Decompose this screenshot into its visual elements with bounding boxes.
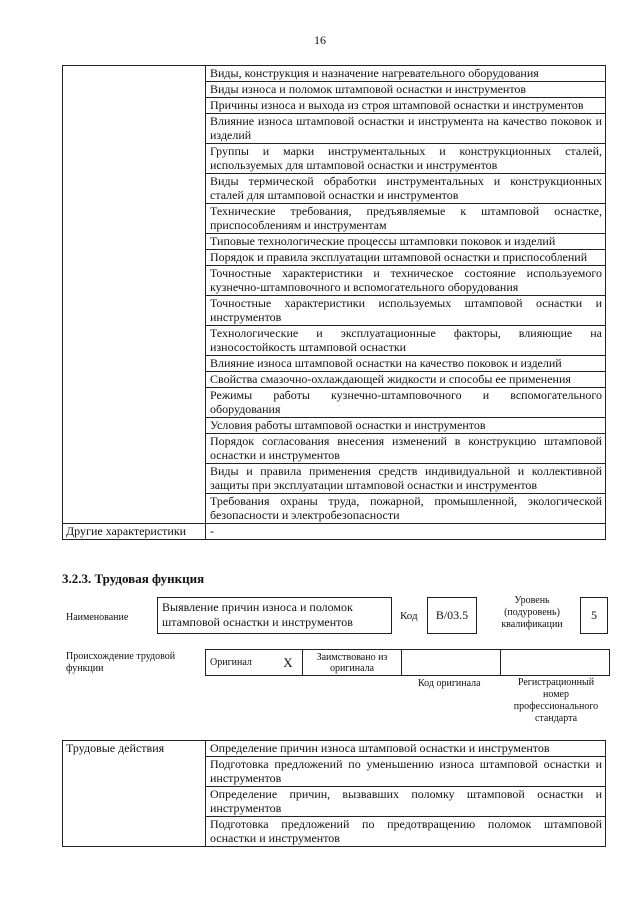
knowledge-item: Причины износа и выхода из строя штамповой оснастки и инструментов	[206, 98, 606, 114]
page-number: 16	[314, 33, 326, 47]
other-characteristics-label: Другие характеристики	[63, 524, 206, 540]
knowledge-item: Условия работы штамповой оснастки и инструментов	[206, 418, 606, 434]
code-value: B/03.5	[427, 597, 477, 634]
knowledge-item: Порядок согласования внесения изменений в конструкцию штамповой оснастки и инструментов	[206, 434, 606, 464]
knowledge-item: Свойства смазочно-охлаждающей жидкости и способы ее применения	[206, 372, 606, 388]
function-name-label: Наименование	[66, 612, 129, 623]
knowledge-item: Требования охраны труда, пожарной, промышленной, экологической безопасности и электробезопасности	[206, 494, 606, 524]
knowledge-item: Технологические и эксплуатационные факторы, влияющие на износостойкость штамповой оснастки	[206, 326, 606, 356]
knowledge-table	[62, 65, 606, 540]
function-origin-label: Происхождение трудовой функции	[66, 651, 176, 674]
function-name-value: Выявление причин износа и поломок штамповой оснастки и инструментов	[157, 597, 392, 634]
original-label: Оригинал	[206, 650, 275, 676]
knowledge-item: Режимы работы кузнечно-штамповочного и вспомогательного оборудования	[206, 388, 606, 418]
knowledge-label-cell	[63, 66, 206, 524]
knowledge-item: Виды термической обработки инструментальных и конструкционных сталей для штамповой оснастки и инструментов	[206, 174, 606, 204]
knowledge-item: Виды, конструкция и назначение нагревательного оборудования	[206, 66, 606, 82]
knowledge-item: Точностные характеристики и техническое состояние используемого кузнечно-штамповочного и вспомогательного оборудования	[206, 266, 606, 296]
table-row	[63, 741, 606, 757]
original-code-caption: Код оригинала	[418, 678, 481, 689]
actions-label: Трудовые действия	[63, 741, 206, 847]
knowledge-item: Группы и марки инструментальных и конструкционных сталей, используемых для штамповой оснастки и инструментов	[206, 144, 606, 174]
table-row	[63, 524, 606, 540]
action-item: Определение причин износа штамповой оснастки и инструментов	[206, 741, 606, 757]
code-label: Код	[400, 610, 418, 622]
knowledge-item: Влияние износа штамповой оснастки на качество поковок и изделий	[206, 356, 606, 372]
table-row	[63, 66, 606, 82]
knowledge-item: Технические требования, предъявляемые к штамповой оснастке, приспособлениям и инструментам	[206, 204, 606, 234]
knowledge-item: Виды и правила применения средств индивидуальной и коллективной защиты при эксплуатации штамповой оснастки и инструментов	[206, 464, 606, 494]
actions-table	[62, 740, 606, 847]
borrowed-label: Заимствовано из оригинала	[303, 650, 402, 676]
origin-grid	[205, 649, 610, 676]
knowledge-item: Порядок и правила эксплуатации штамповой оснастки и приспособлений	[206, 250, 606, 266]
action-item: Определение причин, вызвавших поломку штамповой оснастки и инструментов	[206, 787, 606, 817]
section-title: 3.2.3. Трудовая функция	[62, 571, 205, 586]
reg-number-caption: Регистрационный номер профессионального стандарта	[513, 677, 599, 724]
action-item: Подготовка предложений по предотвращению поломок штамповой оснастки и инструментов	[206, 817, 606, 847]
original-mark: X	[274, 650, 303, 676]
action-item: Подготовка предложений по уменьшению износа штамповой оснастки и инструментов	[206, 757, 606, 787]
other-characteristics-value: -	[206, 524, 606, 540]
knowledge-item: Типовые технологические процессы штамповки поковок и изделий	[206, 234, 606, 250]
qualification-level-value: 5	[580, 597, 608, 634]
reg-number-cell	[501, 650, 610, 676]
original-code-cell	[402, 650, 501, 676]
knowledge-item: Точностные характеристики используемых штамповой оснастки и инструментов	[206, 296, 606, 326]
knowledge-item: Виды износа и поломок штамповой оснастки и инструментов	[206, 82, 606, 98]
knowledge-item: Влияние износа штамповой оснастки и инструмента на качество поковок и изделий	[206, 114, 606, 144]
qualification-level-label: Уровень (подуровень) квалификации	[501, 595, 563, 630]
